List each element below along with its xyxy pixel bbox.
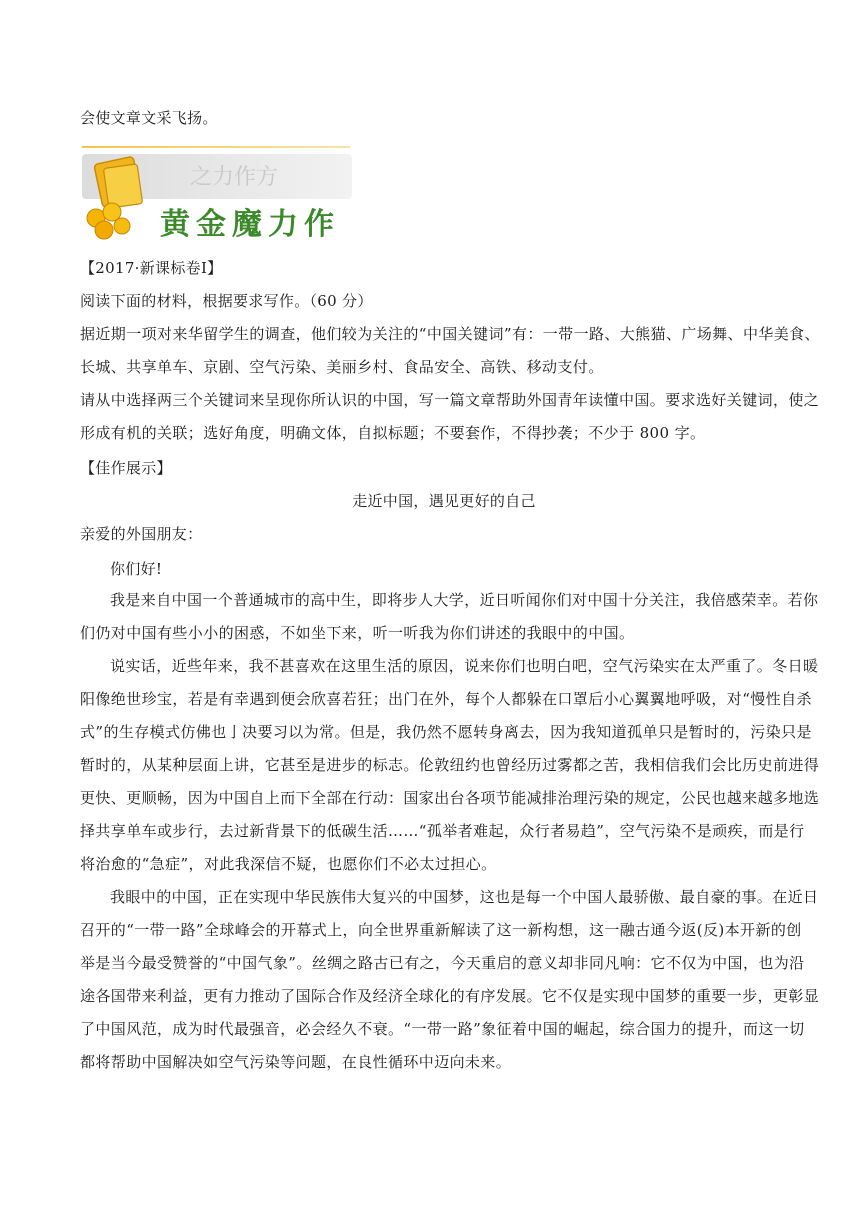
banner-title: 黄金魔力作	[160, 207, 340, 242]
paragraph-line: 召开的“一带一路”全球峰会的开幕式上，向全世界重新解读了这一新构想，这一融古通今返(反)本开新的创	[80, 921, 802, 939]
golden-masterpiece-banner	[80, 146, 355, 246]
paragraph-line: 将治愈的“急症”，对此我深信不疑，也愿你们不必太过担心。	[80, 855, 497, 873]
paragraph-line: 都将帮助中国解决如空气污染等问题，在良性循环中迈向未来。	[80, 1053, 512, 1071]
banner-graphic	[80, 146, 355, 246]
paragraph-line: 们仍对中国有些小小的困惑，不如坐下来，听一听我为你们讲述的我眼中的中国。	[80, 624, 635, 642]
folder-icon	[94, 156, 143, 208]
intro-tail-text: 会使文章文采飞扬。	[80, 109, 218, 127]
requirement-line: 请从中选择两三个关键词来呈现你所认识的中国，写一篇文章帮助外国青年读懂中国。要求选好关键词，使之	[80, 391, 820, 409]
paragraph-line: 更快、更顺畅，因为中国自上而下全部在行动：国家出台各项节能减排治理污染的规定，公民也越来越多地选	[80, 789, 820, 807]
prompt-instruction: 阅读下面的材料，根据要求写作。（60 分）	[80, 292, 373, 310]
paragraph-line: 式”的生存模式仿佛也亅决要习以为常。但是，我仍然不愿转身离去，因为我知道孤单只是暂时的，污染只是	[80, 723, 812, 741]
section-label: 【佳作展示】	[80, 459, 172, 477]
banner-subtext: 之力作方	[190, 165, 279, 190]
essay-paragraph-3	[80, 881, 820, 1079]
paragraph-line: 举是当今最受赞誉的“中国气象”。丝绸之路古已有之，今天重启的意义却非同凡响：它不仅为中国，也为沿	[80, 954, 805, 972]
paragraph-line: 我眼中的中国，正在实现中华民族伟大复兴的中国梦，这也是每一个中国人最骄傲、最自豪的事。在近日	[110, 888, 819, 906]
material-line: 长城、共享单车、京剧、空气污染、美丽乡村、食品安全、高铁、移动支付。	[80, 358, 604, 376]
paragraph-line: 择共享单车或步行，去过新背景下的低碳生活……“孤举者难起，众行者易趋”，空气污染不是顽疾，而是行	[80, 822, 805, 840]
paragraph-line: 了中国风范，成为时代最强音，必会经久不衰。“一带一路”象征着中国的崛起，综合国力的提升，而这一切	[80, 1020, 805, 1038]
prompt-requirements	[80, 384, 820, 450]
essay-paragraph-1	[80, 584, 819, 650]
paragraph-line: 途各国带来利益，更有力推动了国际合作及经济全球化的有序发展。它不仅是实现中国梦的重要一步，更彰显	[80, 987, 820, 1005]
paragraph-line: 我是来自中国一个普通城市的高中生，即将步人大学，近日听闻你们对中国十分关注，我倍感荣幸。若你	[110, 591, 819, 609]
paragraph-line: 暂时的，从某种层面上讲，它甚至是进步的标志。伦敦纽约也曾经历过雾都之苦，我相信我们会比历史前进得	[80, 756, 820, 774]
essay-greeting: 你们好!	[110, 560, 163, 578]
material-line: 据近期一项对来华留学生的调查，他们较为关注的“中国关键词”有：一带一路、大熊猫、广场舞、中华美食、	[80, 325, 820, 343]
requirement-line: 形成有机的关联；选好角度，明确文体，自拟标题；不要套作，不得抄袭；不少于 800 字。	[80, 424, 706, 442]
paragraph-line: 阳像绝世珍宝，若是有幸遇到便会欣喜若狂；出门在外，每个人都躲在口罩后小心翼翼地呼吸，对“慢性自杀	[80, 690, 812, 708]
essay-salutation: 亲爱的外国朋友：	[80, 525, 203, 543]
prompt-material	[80, 318, 820, 384]
paragraph-line: 说实话，近些年来，我不甚喜欢在这里生活的原因，说来你们也明白吧，空气污染实在太严重了。冬日暖	[110, 657, 819, 675]
exam-tag: 【2017·新课标卷Ⅰ】	[80, 259, 223, 277]
coins-icon	[87, 203, 130, 239]
essay-paragraph-2	[80, 650, 820, 881]
essay-title: 走近中国，遇见更好的自己	[352, 492, 536, 510]
